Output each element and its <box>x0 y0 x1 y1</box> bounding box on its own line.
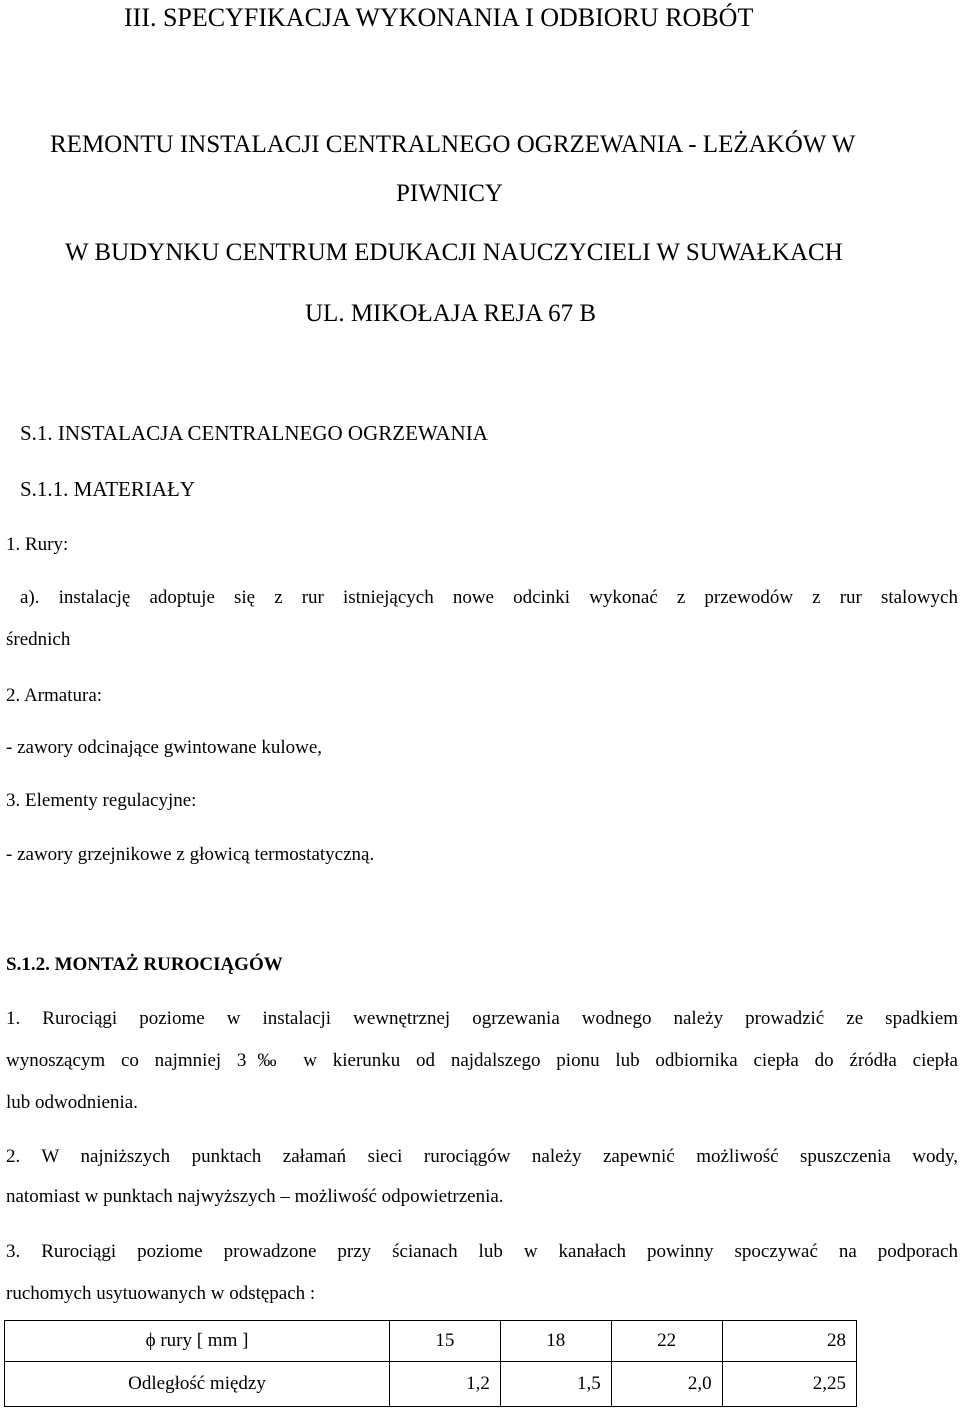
support-spacing-table <box>4 1320 857 1407</box>
table-row <box>5 1321 857 1362</box>
paragraph2-line-2: natomiast w punktach najwyższych – możliwość odpowietrzenia. <box>6 1186 504 1207</box>
paragraph2-line-1: 2. W najniższych punktach załamań sieci rurociągów należy zapewnić możliwość spuszczenia wody, <box>6 1146 958 1167</box>
paragraph3-line-2: ruchomych usytuowanych w odstępach : <box>6 1283 316 1304</box>
section-heading-s12: S.1.2. MONTAŻ RUROCIĄGÓW <box>6 954 283 975</box>
item3-title: 3. Elementy regulacyjne: <box>6 790 197 811</box>
subtitle-line-2: PIWNICY <box>396 180 503 207</box>
paragraph3-line-1: 3. Rurociągi poziome prowadzone przy ścianach lub w kanałach powinny spoczywać na podporach <box>6 1241 958 1262</box>
paragraph1-line-3: lub odwodnienia. <box>6 1092 138 1113</box>
paragraph1-line-2: wynoszącym co najmniej 3‰ w kierunku od najdalszego pionu lub odbiornika ciepła do źródła ciepła <box>6 1050 958 1071</box>
item1-title: 1. Rury: <box>6 534 69 555</box>
table-cell: 1,2 <box>390 1362 501 1407</box>
table-cell: 2,25 <box>722 1362 856 1407</box>
table-cell-pipe-diameter-label: ϕ rury [ mm ] <box>5 1321 390 1362</box>
table-cell: 18 <box>500 1321 611 1362</box>
table-cell: 15 <box>390 1321 501 1362</box>
table-cell: 2,0 <box>611 1362 722 1407</box>
item2-text: - zawory odcinające gwintowane kulowe, <box>6 737 323 758</box>
document-title: III. SPECYFIKACJA WYKONANIA I ODBIORU ROBÓT <box>124 3 754 32</box>
table-row <box>5 1362 857 1407</box>
section-heading-s11: S.1.1. MATERIAŁY <box>20 477 196 501</box>
item2-title: 2. Armatura: <box>6 685 103 706</box>
item3-text: - zawory grzejnikowe z głowicą termostatyczną. <box>6 844 375 865</box>
table-cell: 28 <box>722 1321 856 1362</box>
table-cell: 22 <box>611 1321 722 1362</box>
section-heading-s1: S.1. INSTALACJA CENTRALNEGO OGRZEWANIA <box>20 421 488 445</box>
table-cell-distance-label: Odległość między <box>5 1362 390 1407</box>
table-cell: 1,5 <box>500 1362 611 1407</box>
subtitle-line-1: REMONTU INSTALACJI CENTRALNEGO OGRZEWANIA - LEŻAKÓW W <box>50 131 856 158</box>
paragraph1-line-1: 1. Rurociągi poziome w instalacji wewnętrznej ogrzewania wodnego należy prowadzić ze spadkiem <box>6 1008 958 1029</box>
subtitle-line-4: UL. MIKOŁAJA REJA 67 B <box>305 300 596 327</box>
item1-text-line-1: a). instalację adoptuje się z rur istniejących nowe odcinki wykonać z przewodów z rur stalowych <box>20 587 958 608</box>
subtitle-line-3: W BUDYNKU CENTRUM EDUKACJI NAUCZYCIELI W SUWAŁKACH <box>65 239 843 266</box>
item1-text-line-2: średnich <box>6 629 71 650</box>
